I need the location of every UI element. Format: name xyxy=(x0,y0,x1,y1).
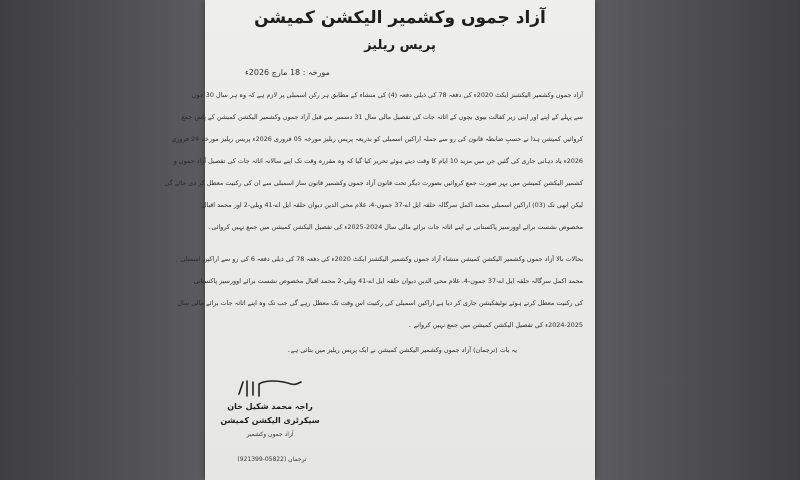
body-line: 2024-2025ء کی تفصیل الیکشن کمیشن میں جمع نہیں کرواتے ۔ xyxy=(407,321,583,329)
body-line: سے پہلے کے اپنے اور اپنی زیر کفالت بیوی بچوں کے اثاثہ جات کی تفصیل مالی سال 31 دسمبر سے قبل آزاد جموں وکشمیر الیکشن کمیشن کے پاس جمع xyxy=(181,113,583,121)
body-line: کشمیر الیکشن کمیشن میں بہر صورت جمع کروائیں بصورت دیگر تحت قانون آزاد جموں وکشمیر قانون ساز اسمبلی سے ان کی رکنیت معطل کر دی جائے گی xyxy=(164,179,583,187)
signatory-organization: آزاد جموں وکشمیر xyxy=(246,431,294,438)
signatory-name: راجہ محمد شکیل خان xyxy=(227,402,313,411)
signature-scribble xyxy=(235,378,307,400)
closing-line: یہ بات (ترجمان) آزاد جموں وکشمیر الیکشن کمیشن نے ایک پریس ریلیز میں بتائی ہے۔ xyxy=(286,346,518,354)
press-release-paper xyxy=(164,0,595,480)
body-line: کروائیں کمیشن ہذا نے حسبِ ضابطہ قانون کی رو سے جملہ اراکین اسمبلی کو بذریعہ پریس ریلیز مورخہ 05 فروری 2026ء پریس ریلیز مورخہ 24 فروری xyxy=(171,135,583,143)
document-body xyxy=(164,84,583,336)
signatory-title: سیکرٹری الیکشن کمیشن xyxy=(220,416,320,425)
body-line: آزاد جموں وکشمیر الیکشنز ایکٹ 2020ء کی دفعہ 78 کی ذیلی دفعہ (4) کی منشاء کے مطابق ہر رکن اسمبلی پر لازم ہے کہ وہ ہر سال 30 جون xyxy=(191,91,583,99)
paragraph-gap xyxy=(221,238,583,248)
body-line: بحالات بالا آزاد جموں وکشمیر الیکشن کمیشن منشاء آزاد جموں وکشمیر الیکشنز ایکٹ 2020ء کی دفعہ 78 کی ذیلی دفعہ 6 کی رو سے اراکین اسمبلی xyxy=(180,255,583,263)
body-line: مخصوص نشست برائے اوورسیز پاکستانی نے اپنے اثاثہ جات برائے مالی سال 2024-2025ء کی تفصیل الیکشن کمیشن میں جمع نہیں کروائی۔ xyxy=(207,223,583,231)
body-line: محمد اکمل سرگالہ حلقہ ایل اے-37 جموں-4، غلام محی الدین دیوان حلقہ ایل اے-41 ویلی-2 محمد اقبال مخصوص نشست برائے اوورسیز پاکستانی xyxy=(193,277,583,285)
signatory-block xyxy=(215,400,325,442)
contact-phone: ترجمان (05822-921399) xyxy=(237,456,307,463)
body-line: 2026ء یاد دہانی جاری کی گئیں جن میں مزید 10 ایام کا وقت دیتے ہوئے تحریر کیا گیا کہ وہ مقررہ وقت تک اپنے سالانہ اثاثہ جات کی تفصیل آزاد جموں و xyxy=(173,157,583,165)
body-line: کی رکنیت معطل کرتے ہوئے نوٹیفکیشن جاری کر دیا ہے اراکین اسمبلی کی رکنیت اس وقت تک معطل رہے گی جب تک وہ اپنے اثاثہ جات برائے مالی سال xyxy=(177,299,583,307)
body-line: لیکن ابھی تک (03) اراکین اسمبلی محمد اکمل سرگالہ حلقہ ایل اے-37 جموں-4، غلام محی الدین دیوان حلقہ ایل اے-41 ویلی-2 اور محمد اقبال xyxy=(201,201,583,209)
document-title: آزاد جموں وکشمیر الیکشن کمیشن xyxy=(254,8,546,28)
document-date: مورخہ : 18 مارچ 2026ء xyxy=(245,68,330,77)
document-subtitle: پریس ریلیز xyxy=(364,38,436,53)
background-right xyxy=(595,0,800,480)
background-left xyxy=(0,0,205,480)
